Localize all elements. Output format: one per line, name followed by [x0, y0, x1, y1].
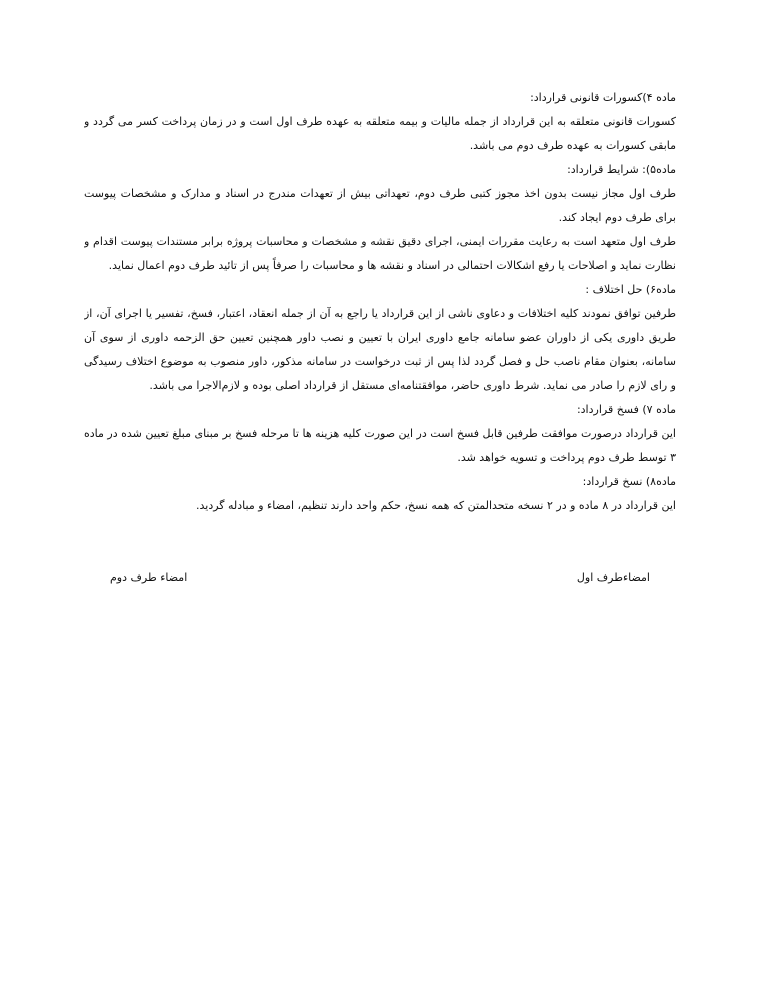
- document-line: کسورات قانونی متعلقه به این قرارداد از جمله مالیات و بیمه متعلقه به عهده طرف اول است و در زمان پرداخت کسر می گردد و: [84, 115, 676, 128]
- contract-body: [84, 86, 676, 518]
- document-line: برای طرف دوم ایجاد کند.: [558, 211, 676, 224]
- signature-block: [84, 566, 676, 590]
- contract-lines: [84, 86, 676, 518]
- first-party-signature-label: امضاءطرف اول: [576, 571, 650, 584]
- second-party-signature-label: امضاء طرف دوم: [110, 571, 188, 584]
- document-line: ماده ۷) فسخ قرارداد:: [576, 403, 676, 416]
- document-line: طرفین توافق نمودند کلیه اختلافات و دعاوی ناشی از این قرارداد یا راجع به آن از جمله انعقاد، اعتبار، فسخ، تفسیر یا اجرای آن، از: [84, 307, 676, 320]
- document-line: ماده۶) حل اختلاف :: [585, 283, 676, 296]
- document-line: مابقی کسورات به عهده طرف دوم می باشد.: [469, 139, 676, 152]
- document-line: نظارت نماید و اصلاحات یا رفع اشکالات احتمالی در اسناد و نقشه ها و محاسبات را صرفاً پس از تائید طرف دوم اعمال نماید.: [108, 259, 676, 272]
- document-line: ماده۸) نسخ قرارداد:: [582, 475, 676, 488]
- document-line: طرف اول مجاز نیست بدون اخذ مجوز کتبی طرف دوم، تعهداتی بیش از تعهدات مندرج در اسناد و مدارک و مشخصات پیوست: [84, 187, 676, 200]
- document-line: سامانه، بعنوان مقام ناصب حل و فصل گردد لذا پس از ثبت درخواست در سامانه مذکور، داور منصوب به موضوع اختلاف رسیدگی: [84, 355, 676, 368]
- document-line: این قرارداد در ۸ ماده و در ۲ نسخه متحدالمتن که همه نسخ، حکم واحد دارند تنظیم، امضاء و مبادله گردید.: [195, 499, 676, 512]
- document-line: این قرارداد درصورت موافقت طرفین قابل فسخ است در این صورت کلیه هزینه ها تا مرحله فسخ بر مبنای مبلغ تعیین شده در ماده: [84, 427, 676, 440]
- document-line: طریق داوری یکی از داوران عضو سامانه جامع داوری ایران با تعیین و نصب داور همچنین تعیین حق الزحمه داوری از سوی آن: [84, 331, 676, 344]
- document-line: ماده۵): شرایط قرارداد:: [567, 163, 676, 176]
- document-line: و رای لازم را صادر می نماید. شرط داوری حاضر، موافقتنامه‌ای مستقل از قرارداد اصلی بوده و لازم‌الاجرا می باشد.: [149, 379, 676, 392]
- document-line: طرف اول متعهد است به رعایت مقررات ایمنی، اجرای دقیق نقشه و مشخصات و محاسبات پروژه برابر مستندات پیوست اقدام و: [84, 235, 676, 248]
- document-line: ماده ۴)کسورات قانونی قرارداد:: [530, 91, 676, 104]
- document-line: ۳ توسط طرف دوم پرداخت و تسویه خواهد شد.: [457, 451, 676, 464]
